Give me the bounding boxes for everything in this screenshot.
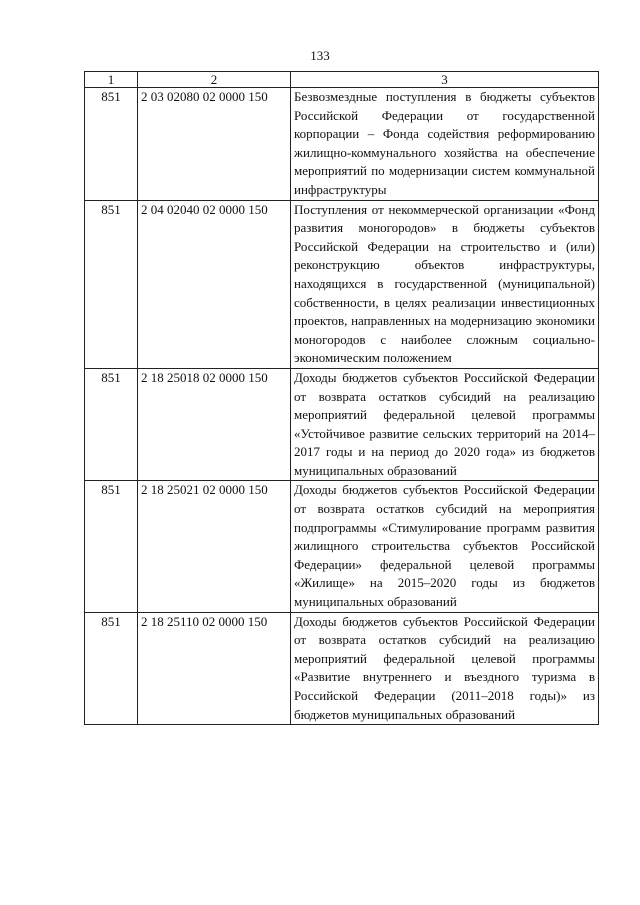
table-row <box>85 200 599 368</box>
table-header-row <box>85 72 599 88</box>
column-header-2: 2 <box>138 72 291 88</box>
column-header-1: 1 <box>85 72 138 88</box>
page-number: 133 <box>310 48 330 63</box>
income-codes-table <box>84 71 599 725</box>
admin-code-cell: 851 <box>85 481 138 612</box>
admin-code-cell: 851 <box>85 612 138 725</box>
income-code-cell: 2 03 02080 02 0000 150 <box>138 88 291 201</box>
admin-code-cell: 851 <box>85 88 138 201</box>
column-header-3: 3 <box>291 72 599 88</box>
table-row <box>85 88 599 201</box>
admin-code-cell: 851 <box>85 200 138 368</box>
table-row <box>85 368 599 481</box>
income-code-cell: 2 04 02040 02 0000 150 <box>138 200 291 368</box>
table-row <box>85 612 599 725</box>
description-cell: Безвозмездные поступления в бюджеты субъектов Российской Федерации от государственной корпорации – Фонда содействия реформированию жилищно-коммунального хозяйства на обеспечение мероприятий по модернизации систем коммунальной инфраструктуры <box>291 88 599 201</box>
income-code-cell: 2 18 25110 02 0000 150 <box>138 612 291 725</box>
income-code-cell: 2 18 25021 02 0000 150 <box>138 481 291 612</box>
income-code-cell: 2 18 25018 02 0000 150 <box>138 368 291 481</box>
description-cell: Доходы бюджетов субъектов Российской Федерации от возврата остатков субсидий на реализацию мероприятий федеральной целевой программы «Устойчивое развитие сельских территорий на 2014–2017 годы и на период до 2020 года» из бюджетов муниципальных образований <box>291 368 599 481</box>
admin-code-cell: 851 <box>85 368 138 481</box>
description-cell: Доходы бюджетов субъектов Российской Федерации от возврата остатков субсидий на мероприятия подпрограммы «Стимулирование программ развития жилищного строительства субъектов Российской Федерации» федеральной целевой программы «Жилище» на 2015–2020 годы из бюджетов муниципальных образований <box>291 481 599 612</box>
description-cell: Поступления от некоммерческой организации «Фонд развития моногородов» в бюджеты субъектов Российской Федерации на строительство и (или) реконструкцию объектов инфраструктуры, находящихся в государственной (муниципальной) собственности, в целях реализации инвестиционных проектов, направленных на модернизацию экономики моногородов с наиболее сложным социально-экономическим положением <box>291 200 599 368</box>
description-cell: Доходы бюджетов субъектов Российской Федерации от возврата остатков субсидий на реализацию мероприятий федеральной целевой программы «Развитие внутреннего и въездного туризма в Российской Федерации (2011–2018 годы)» из бюджетов муниципальных образований <box>291 612 599 725</box>
table-row <box>85 481 599 612</box>
